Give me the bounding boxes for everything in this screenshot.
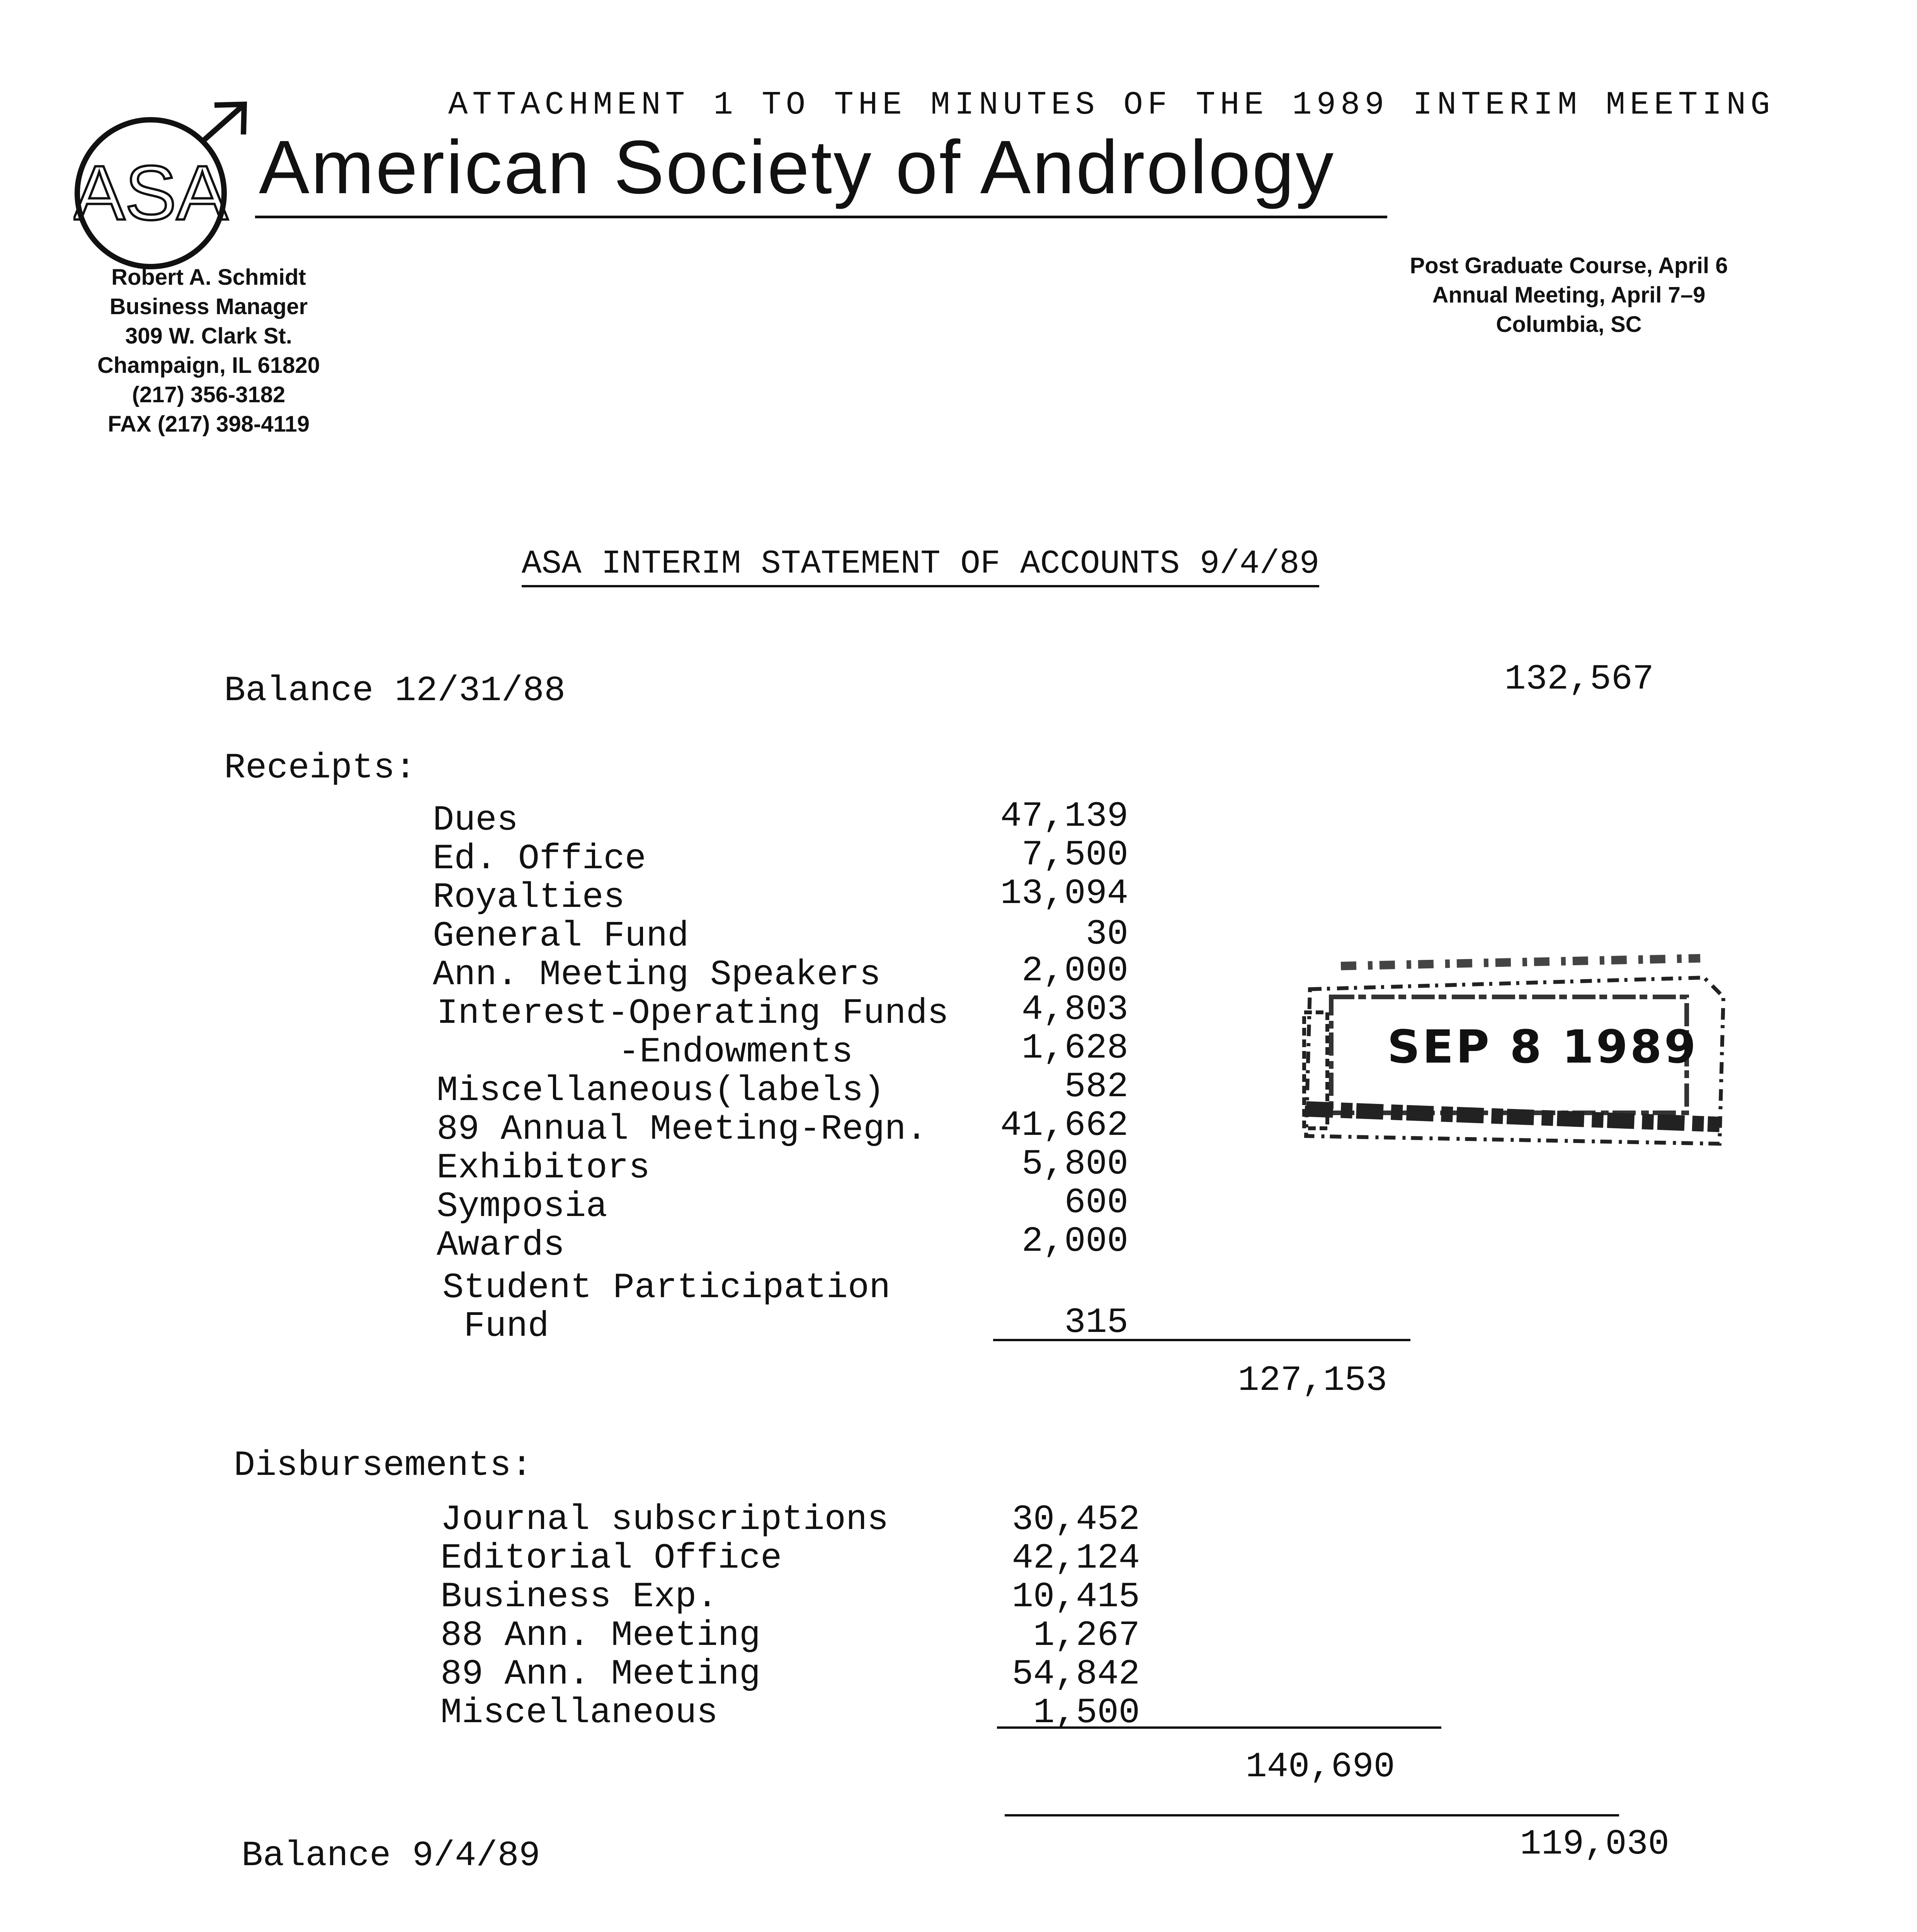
- disbursement-amount: 10,415: [1012, 1577, 1140, 1617]
- receipt-amount: 582: [1064, 1066, 1128, 1107]
- stamp-date: SEP 8 1989: [1387, 1020, 1698, 1073]
- receipt-amount: 2,000: [1021, 951, 1128, 991]
- disbursement-amount: 42,124: [1012, 1538, 1140, 1578]
- receipt-label: Awards: [437, 1225, 565, 1265]
- receipt-label: General Fund: [433, 916, 689, 956]
- receipt-label: Exhibitors: [437, 1148, 650, 1188]
- statement-title: [522, 545, 1449, 583]
- attachment-line: ATTACHMENT 1 TO THE MINUTES OF THE 1989 INTERIM MEETING: [448, 87, 1775, 124]
- disbursement-amount: 30,452: [1012, 1499, 1140, 1540]
- manager-city: Champaign, IL 61820: [97, 353, 320, 378]
- header-divider: [255, 216, 1387, 218]
- asa-logo-icon: [73, 97, 255, 278]
- receipt-label: 89 Annual Meeting-Regn.: [437, 1109, 927, 1150]
- meeting-annual: Annual Meeting, April 7–9: [1432, 282, 1706, 308]
- receipt-label: Miscellaneous(labels): [437, 1070, 885, 1111]
- receipt-amount: [958, 1267, 1128, 1306]
- closing-balance-label: Balance 9/4/89: [242, 1835, 540, 1876]
- receipt-amount: 5,800: [1021, 1144, 1128, 1184]
- manager-name: Robert A. Schmidt: [111, 265, 306, 290]
- disbursement-amount: 1,500: [1033, 1692, 1140, 1733]
- receipt-amount: 600: [1064, 1182, 1128, 1223]
- disbursement-label: Editorial Office: [441, 1538, 782, 1578]
- receipts-heading: Receipts:: [224, 748, 416, 788]
- receipt-label: Dues: [433, 800, 518, 840]
- disbursement-label: Miscellaneous: [441, 1692, 718, 1733]
- receipt-label: Interest-Operating Funds: [437, 993, 949, 1034]
- society-name: American Society of Andrology: [259, 125, 1335, 209]
- receipt-amount: 1,628: [1021, 1028, 1128, 1068]
- receipt-amount: 47,139: [1000, 796, 1128, 837]
- disbursement-label: Journal subscriptions: [441, 1499, 889, 1540]
- disbursement-amount: 54,842: [1012, 1654, 1140, 1694]
- disbursement-amount: 1,267: [1033, 1615, 1140, 1656]
- business-manager-block: [62, 263, 356, 439]
- disbursements-total-amount: 140,690: [1245, 1747, 1395, 1787]
- closing-balance-amount: 119,030: [1520, 1824, 1669, 1864]
- disbursements-heading: Disbursements:: [234, 1445, 532, 1486]
- receipt-label: Ann. Meeting Speakers: [433, 954, 881, 995]
- manager-fax: FAX (217) 398-4119: [107, 412, 310, 437]
- receipt-label: Fund: [464, 1306, 549, 1347]
- meeting-location: Columbia, SC: [1496, 312, 1642, 337]
- manager-title: Business Manager: [109, 294, 308, 319]
- receipt-amount: 315: [1064, 1302, 1128, 1343]
- manager-street: 309 W. Clark St.: [125, 323, 292, 349]
- logo-lettering: ASA: [73, 150, 228, 236]
- meeting-info-block: [1376, 251, 1762, 339]
- receipt-amount: 7,500: [1021, 835, 1128, 875]
- opening-balance-amount: 132,567: [1504, 659, 1654, 699]
- receipt-label: Ed. Office: [433, 838, 646, 879]
- manager-phone: (217) 356-3182: [132, 382, 286, 407]
- closing-balance-rule: [1005, 1814, 1619, 1816]
- receipt-label: Royalties: [433, 877, 625, 918]
- receipt-amount: 2,000: [1021, 1221, 1128, 1262]
- receipt-label: Student Participation: [442, 1267, 891, 1308]
- opening-balance-label: Balance 12/31/88: [224, 670, 566, 711]
- receipt-label: -Endowments: [618, 1032, 853, 1072]
- receipt-amount: 41,662: [1000, 1105, 1128, 1146]
- receipt-amount: 4,803: [1021, 989, 1128, 1030]
- disbursement-label: Business Exp.: [441, 1577, 718, 1617]
- receipt-label: Symposia: [437, 1186, 607, 1227]
- receipt-amount: 30: [1085, 914, 1128, 954]
- receipt-amount: 13,094: [1000, 873, 1128, 914]
- receipts-total-amount: 127,153: [1238, 1360, 1387, 1401]
- disbursement-label: 89 Ann. Meeting: [441, 1654, 761, 1694]
- disbursement-label: 88 Ann. Meeting: [441, 1615, 761, 1656]
- statement-title-text: ASA INTERIM STATEMENT OF ACCOUNTS 9/4/89: [522, 545, 1319, 587]
- meeting-course: Post Graduate Course, April 6: [1410, 253, 1728, 278]
